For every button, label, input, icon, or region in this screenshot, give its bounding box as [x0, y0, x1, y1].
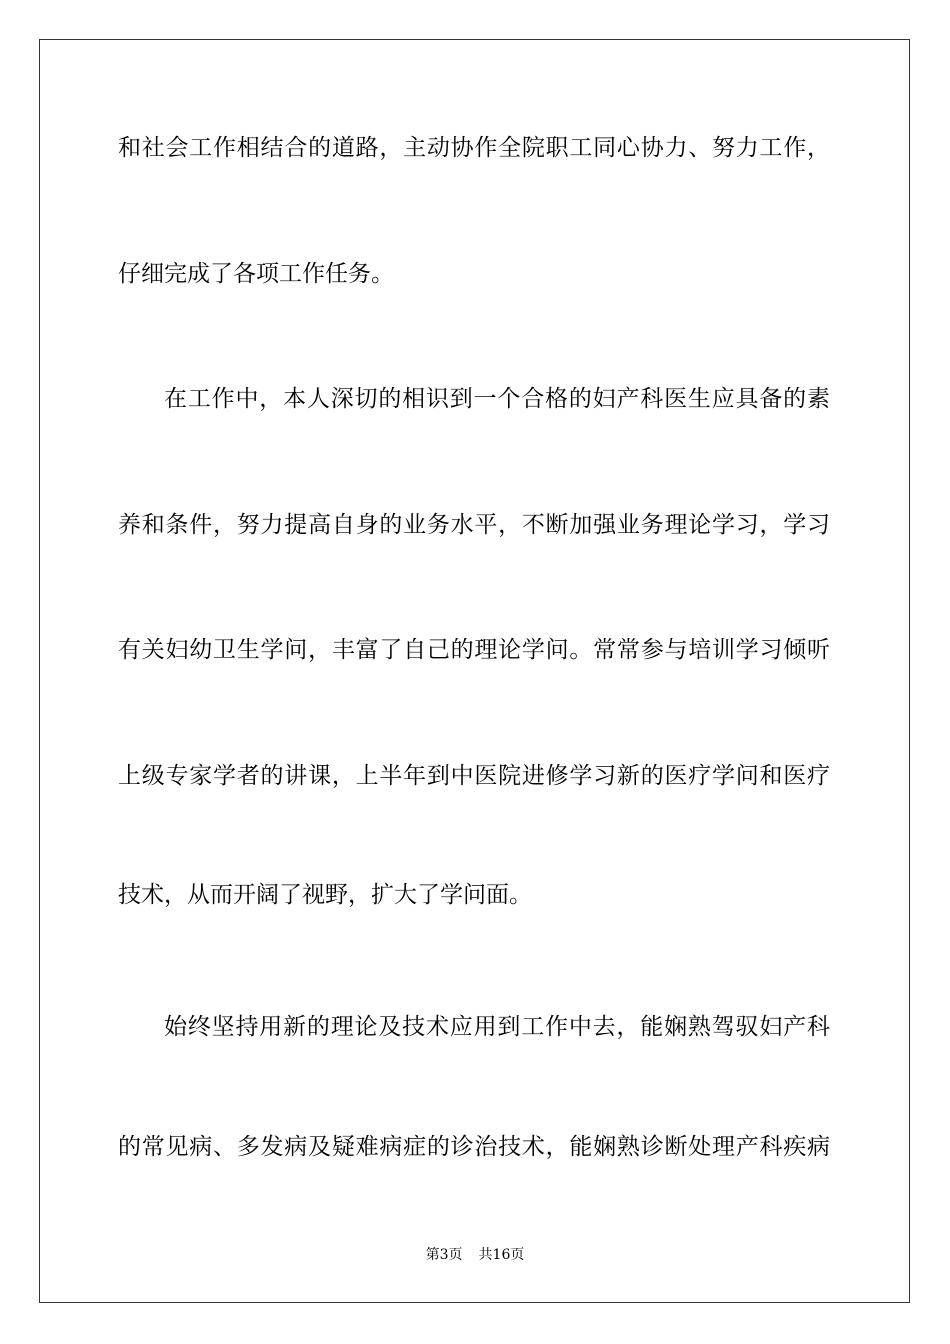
body-text-line: 的常见病、多发病及疑难病症的诊治技术，能娴熟诊断处理产科疾病: [118, 1134, 830, 1160]
body-text-line: 有关妇幼卫生学问，丰富了自己的理论学问。常常参与培训学习倾听: [118, 637, 830, 663]
page-border: [39, 39, 910, 1303]
body-text-line: 在工作中，本人深切的相识到一个合格的妇产科医生应具备的素: [164, 386, 830, 412]
page-footer: [0, 1245, 950, 1265]
body-text-line: 和社会工作相结合的道路，主动协作全院职工同心协力、努力工作，: [118, 135, 830, 161]
total-pages: 共16页: [478, 1247, 525, 1263]
page-number: 第3页: [425, 1247, 463, 1263]
body-text-line: 始终坚持用新的理论及技术应用到工作中去，能娴熟驾驭妇产科: [164, 1014, 830, 1040]
body-text-line: 仔细完成了各项工作任务。: [118, 261, 394, 287]
body-text-line: 技术，从而开阔了视野，扩大了学问面。: [118, 882, 532, 908]
body-text-line: 上级专家学者的讲课，上半年到中医院进修学习新的医疗学问和医疗: [118, 763, 830, 789]
body-text-line: 养和条件，努力提高自身的业务水平，不断加强业务理论学习，学习: [118, 512, 830, 538]
